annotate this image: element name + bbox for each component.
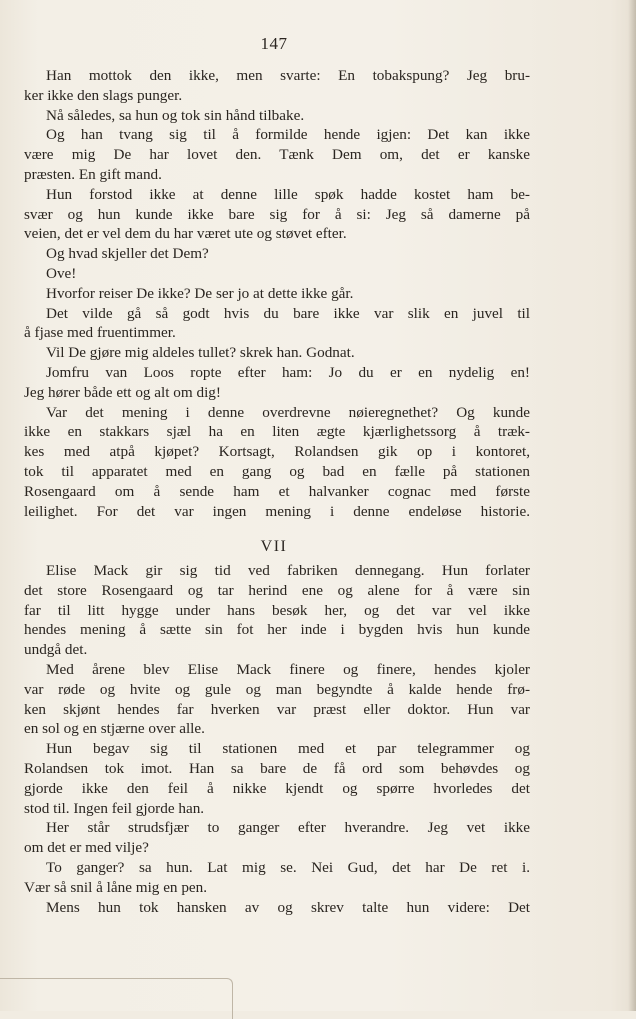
- chapter-heading: VII: [260, 538, 288, 555]
- text-line: være mig De har lovet den. Tænk Dem om, det er kanske: [24, 146, 530, 164]
- text-line: tok til apparatet med en gang og bad en fælle på stationen: [24, 462, 530, 480]
- page-number: 147: [260, 34, 288, 53]
- text-line: hendes mening å sætte sin fot her inde i bygden hvis hun kunde: [24, 621, 530, 639]
- text-line: præsten. En gift mand.: [24, 165, 162, 183]
- text-line: svær og hun kunde ikke bare sig for å si: Jeg så damerne på: [24, 205, 530, 223]
- text-line: Mens hun tok hansken av og skrev talte hun videre: Det: [46, 898, 530, 916]
- text-line: stod til. Ingen feil gjorde han.: [24, 799, 205, 817]
- page-edge-shadow: [628, 0, 636, 1011]
- text-line: Og hvad skjeller det Dem?: [46, 245, 209, 263]
- text-line: kes med atpå kjøpet? Kortsagt, Rolandsen gik op i kontoret,: [24, 443, 530, 461]
- text-line: en sol og en stjærne over alle.: [24, 720, 205, 738]
- text-line: var røde og hvite og gule og man begyndte å kalde hende frø-: [24, 680, 530, 698]
- text-line: Var det mening i denne overdrevne nøieregnethet? Og kunde: [46, 403, 530, 421]
- text-line: undgå det.: [24, 641, 88, 659]
- page-tab-outline: [0, 978, 233, 1019]
- text-line: Rolandsen tok imot. Han sa bare de få ord som behøvdes og: [24, 759, 530, 777]
- text-line: ker ikke den slags punger.: [24, 86, 183, 104]
- text-block-before-chapter: [24, 66, 530, 521]
- text-line: gjorde ikke den feil å nikke kjendt og spørre hvorledes det: [24, 779, 530, 797]
- text-line: det store Rosengaard og tar herind ene og alene for å være sin: [24, 581, 530, 599]
- text-line: Ove!: [46, 264, 77, 282]
- text-block-chapter-vii: [24, 561, 530, 917]
- text-line: Elise Mack gir sig tid ved fabriken dennegang. Hun forlater: [46, 562, 530, 579]
- text-line: Det vilde gå så godt hvis du bare ikke var slik en juvel til: [46, 304, 530, 322]
- text-line: å fjase med fruentimmer.: [24, 324, 176, 342]
- text-line: Han mottok den ikke, men svarte: En tobakspung? Jeg bru-: [46, 67, 530, 84]
- text-line: Vær så snil å låne mig en pen.: [24, 878, 208, 896]
- text-line: ken skjønt hendes far hverken var præst eller doktor. Hun var: [24, 700, 530, 718]
- text-line: ikke en stakkars sjæl ha en liten ægte kjærlighetssorg å træk-: [24, 423, 530, 441]
- text-line: Med årene blev Elise Mack finere og finere, hendes kjoler: [46, 660, 530, 678]
- text-line: Rosengaard om å sende ham et halvanker cognac med første: [24, 482, 530, 500]
- text-line: leilighet. For det var ingen mening i denne endeløse historie.: [24, 502, 530, 520]
- text-line: Nå således, sa hun og tok sin hånd tilbake.: [46, 106, 305, 124]
- text-line: Hun forstod ikke at denne lille spøk hadde kostet ham be-: [46, 185, 530, 203]
- text-line: Og han tvang sig til å formilde hende igjen: Det kan ikke: [46, 126, 530, 144]
- text-line: om det er med vilje?: [24, 839, 149, 857]
- text-line: veien, det er vel dem du har været ute og støvet efter.: [24, 225, 347, 243]
- text-line: Jomfru van Loos ropte efter ham: Jo du er en nydelig en!: [46, 363, 530, 381]
- text-line: To ganger? sa hun. Lat mig se. Nei Gud, det har De ret i.: [46, 858, 530, 876]
- text-line: far til litt hygge under hans besøk her, og det var vel ikke: [24, 601, 530, 619]
- text-line: Jeg hører både ett og alt om dig!: [24, 383, 221, 401]
- text-line: Vil De gjøre mig aldeles tullet? skrek han. Godnat.: [46, 344, 355, 362]
- text-line: Her står strudsfjær to ganger efter hverandre. Jeg vet ikke: [46, 819, 530, 837]
- text-line: Hvorfor reiser De ikke? De ser jo at dette ikke går.: [46, 284, 354, 302]
- text-line: Hun begav sig til stationen med et par telegrammer og: [46, 740, 530, 758]
